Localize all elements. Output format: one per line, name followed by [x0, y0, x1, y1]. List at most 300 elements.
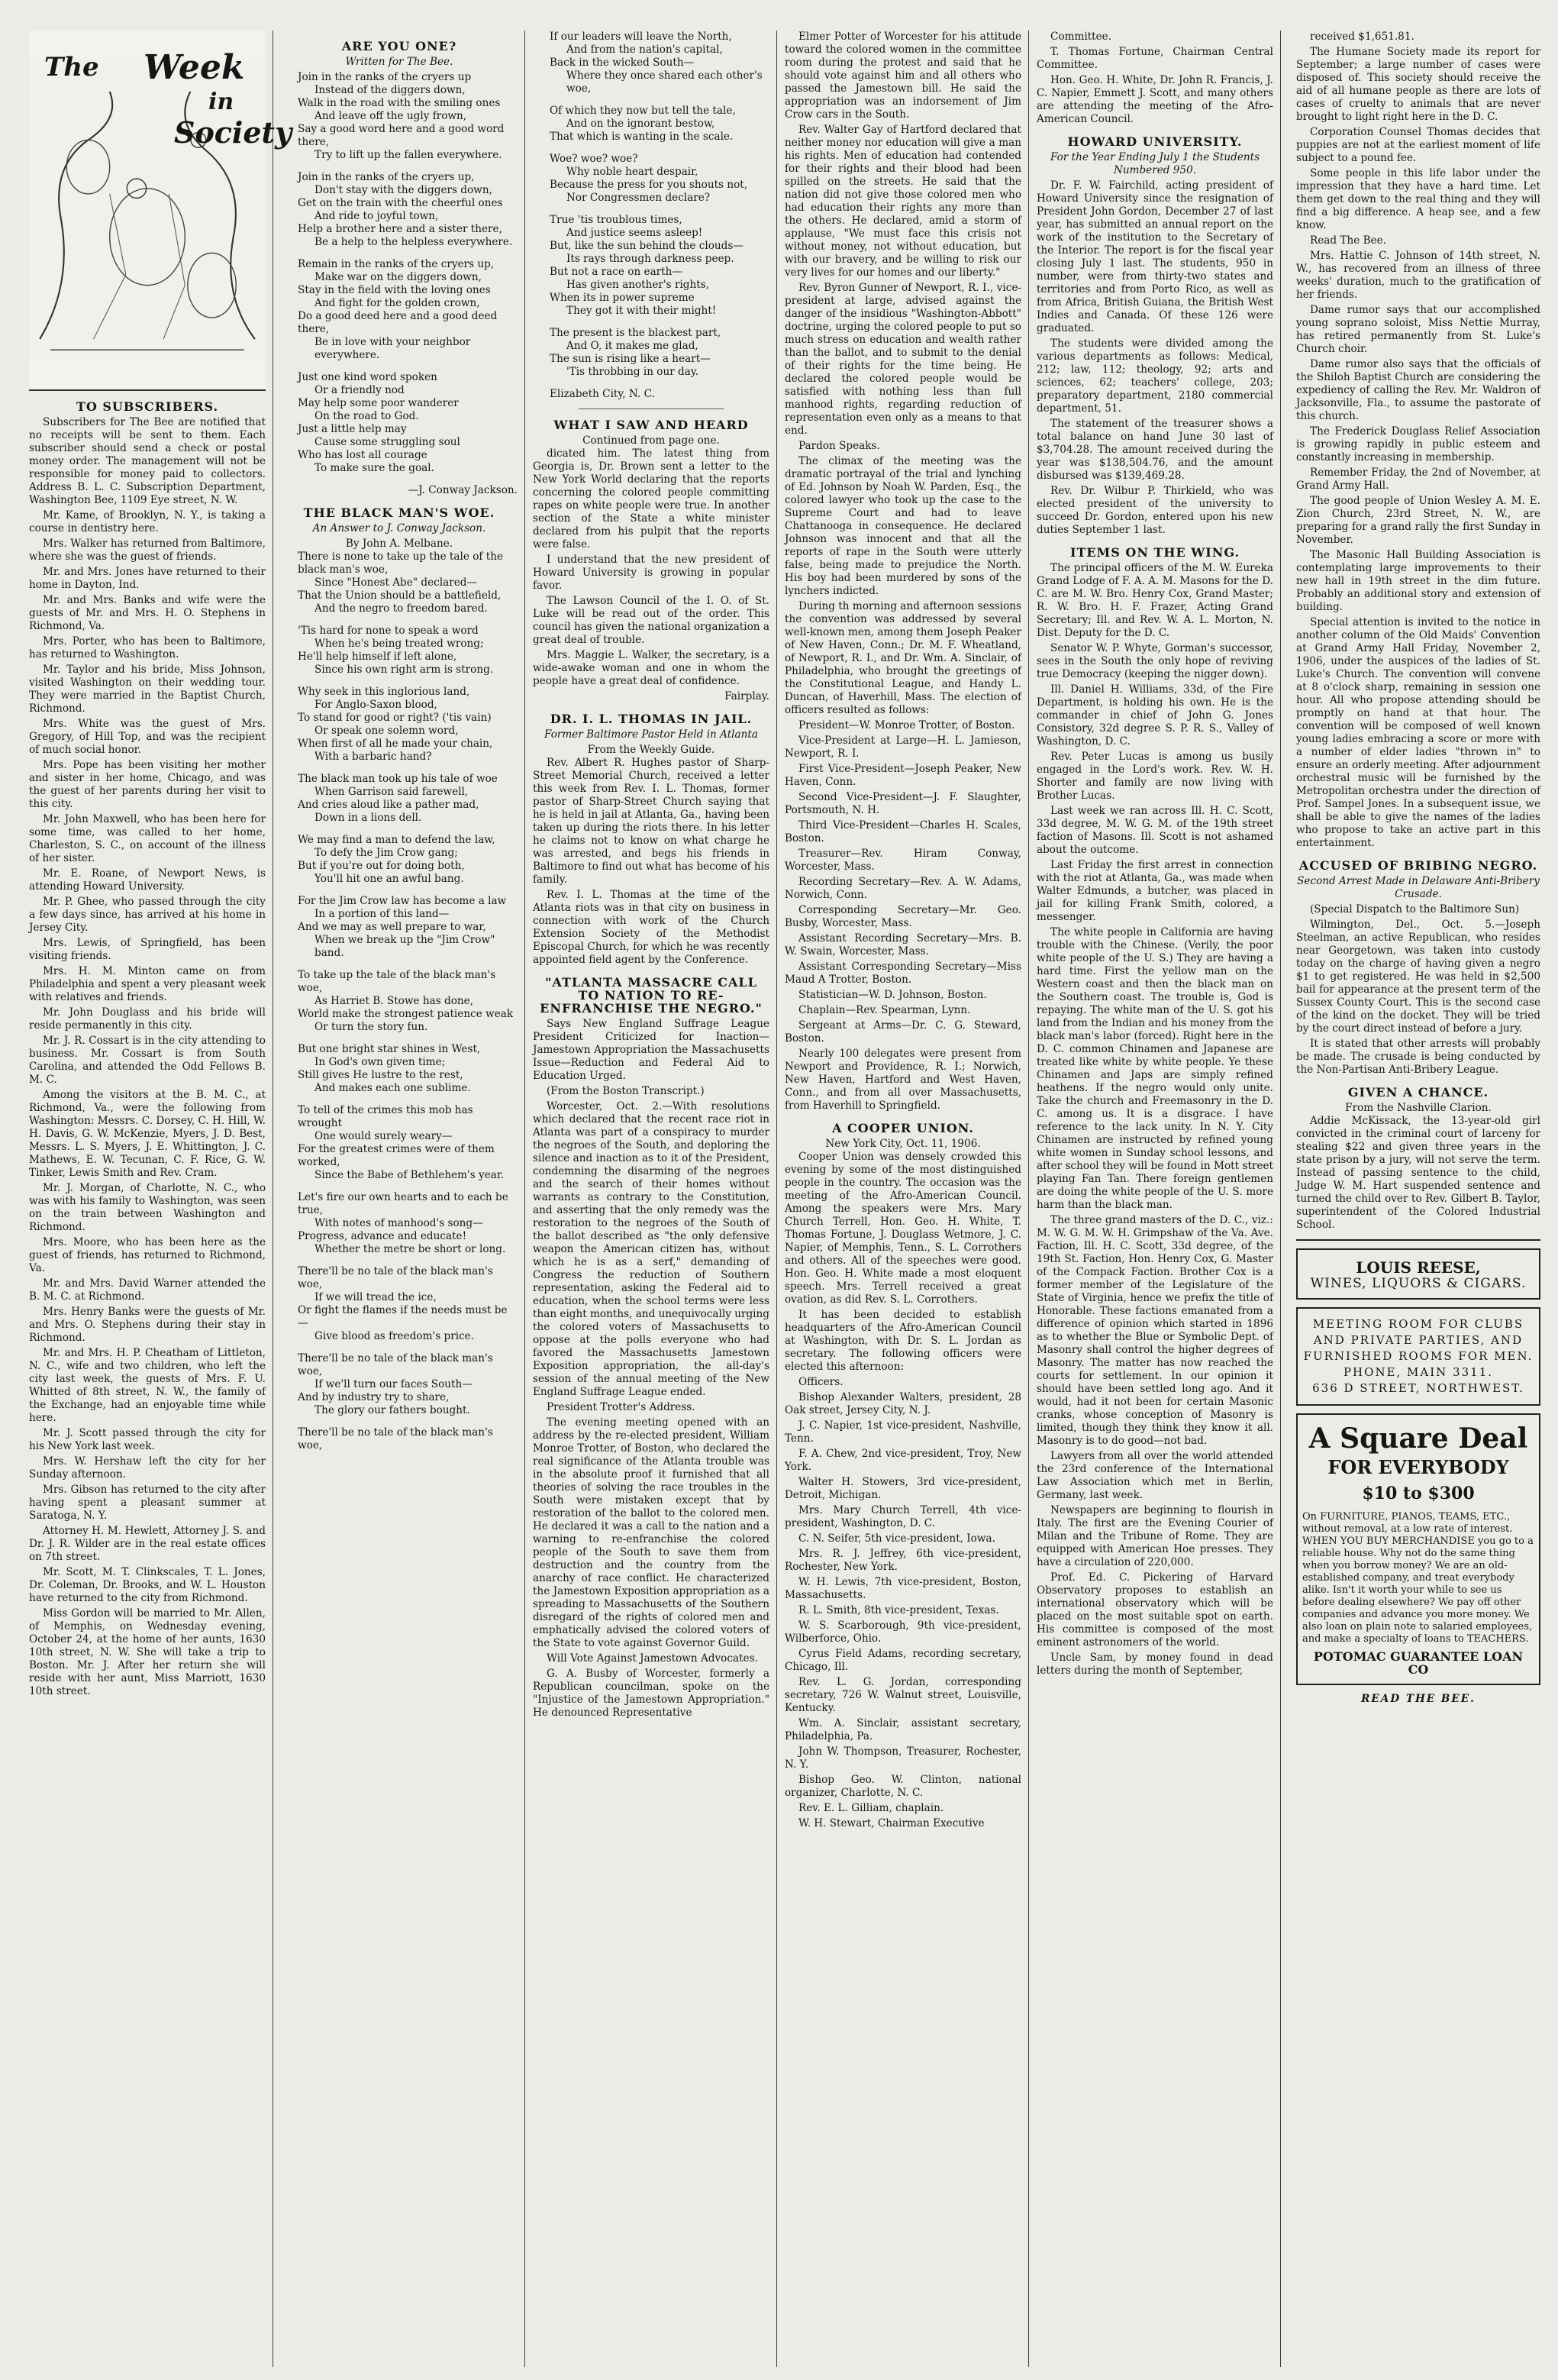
paragraph: Assistant Recording Secretary—Mrs. B. W. Swain, Worcester, Mass. [785, 932, 1021, 957]
verse-line: Join in the ranks of the cryers up [298, 71, 472, 83]
verse-line: For the greatest crimes were of them worked, [298, 1143, 495, 1168]
items-on-the-wing-body [1037, 562, 1273, 1678]
verse-line: Let's fire our own hearts and to each be true, [298, 1191, 508, 1216]
paragraph: It has been decided to establish headquarters of the Afro-American Council at Washington, with Dr. S. L. Jordan as secretary. The following officers were elected this afternoon: [785, 1309, 1021, 1373]
paragraph: C. N. Seifer, 5th vice-president, Iowa. [798, 1532, 995, 1545]
verse-line: Back in the wicked South— [550, 57, 695, 69]
verse-line: Still gives He lustre to the rest, [298, 1069, 463, 1081]
verse-line: With notes of manhood's song— [315, 1217, 483, 1229]
stanza [533, 105, 769, 144]
paragraph: John W. Thompson, Treasurer, Rochester, N. Y. [785, 1745, 1021, 1771]
society-item: Among the visitors at the B. M. C., at Richmond, Va., were the following from Washington: Messrs. C. Dorsey, C. H. Hill, W. H. Davis, G. W. McKenzie, Myers, J. D. Best, Messrs. L. S. Myers, J. E. Whittington, J. C. Mathews, E. W. Tecunan, C. F. Rice, G. W. Tinker, Lewis Smith and Rev. Cram. [29, 1089, 266, 1179]
verse-line: Make war on the diggers down, [315, 271, 482, 283]
read-the-bee: READ THE BEE. [1361, 1693, 1476, 1705]
verse-line: Cause some struggling soul [315, 436, 460, 448]
verse-line: Instead of the diggers down, [315, 84, 466, 96]
verse-line: Because the press for you shouts not, [550, 179, 748, 191]
society-item: Mrs. Porter, who has been to Baltimore, has returned to Washington. [29, 635, 266, 660]
verse-line: To tell of the crimes this mob has wrought [298, 1104, 473, 1129]
verse-line: Or speak one solemn word, [315, 725, 459, 737]
paragraph: Nearly 100 delegates were present from Newport and Providence, R. I.; Norwich, New Haven, Hartford and West Haven, Conn., and from all over Massachusetts, from Haverhill to Springfield. [785, 1048, 1021, 1112]
column-6 [1296, 31, 1540, 2367]
stanza [281, 773, 518, 825]
verse-line: Try to lift up the fallen everywhere. [315, 149, 502, 161]
paragraph: Dr. F. W. Fairchild, acting president of Howard University since the resignation of President John Gordon, December 27 of last year, has submitted an annual report on the work of the institution to the Secretary of the Interior. The report is for the fiscal year closing July 1 last. The students, 950 in number, were from thirty-two states and territories and from Porto Rico, as well as from Africa, British Guiana, the British West Indies and Canada. Of these 126 were graduated. [1037, 179, 1273, 334]
article-what-i-saw-sub: Continued from page one. [582, 434, 720, 447]
stanza [533, 153, 769, 205]
ad-deal-range: $10 to $300 [1362, 1484, 1475, 1503]
column-rule [1028, 31, 1029, 2367]
paragraph: First Vice-President—Joseph Peaker, New Haven, Conn. [785, 763, 1021, 788]
verse-line: To defy the Jim Crow gang; [315, 847, 458, 859]
column-4 [785, 31, 1021, 2367]
paragraph: J. C. Napier, 1st vice-president, Nashville, Tenn. [785, 1419, 1021, 1445]
poem-continuation [533, 31, 769, 379]
article-bribing-body [1296, 903, 1540, 1077]
masthead-illustration [29, 31, 292, 391]
society-item: Mr. J. R. Cossart is in the city attending to business. Mr. Cossart is from South Carolina, and attended the Odd Fellows B. M. C. [29, 1035, 266, 1086]
paragraph: During th morning and afternoon sessions the convention was addressed by several well-known men, among them Joseph Peaker of New Haven, Conn.; Dr. M. F. Wheatland, of Newport, R. I., and Dr. Wm. A. Sinclair, of Philadelphia, who brought the greetings of the Constitutional League, and Handy L. Duncan, of Haverhill, Mass. The election of officers resulted as follows: [785, 600, 1021, 716]
paragraph: Last week we ran across Ill. H. C. Scott, 33d degree, M. W. G. M. of the 19th street faction of Masons. Ill. Scott is not ashamed about the outcome. [1037, 805, 1273, 856]
column-rule [524, 31, 525, 2367]
verse-line: As Harriet B. Stowe has done, [315, 995, 474, 1007]
society-item: Mr. J. Scott passed through the city for his New York last week. [29, 1427, 266, 1452]
verse-line: But one bright star shines in West, [298, 1043, 481, 1055]
paragraph: Wm. A. Sinclair, assistant secretary, Philadelphia, Pa. [785, 1717, 1021, 1742]
poem-1-body [281, 71, 518, 475]
poem-1-byline: Written for The Bee. [345, 56, 453, 68]
masthead-word-in: in [208, 89, 234, 115]
stanza [281, 1265, 518, 1343]
article-bribing-sub: Second Arrest Made in Delaware Anti-Bribery Crusade. [1297, 875, 1540, 900]
paragraph: Remember Friday, the 2nd of November, at Grand Army Hall. [1296, 467, 1540, 492]
verse-line: There'll be no tale of the black man's woe, [298, 1352, 493, 1377]
masthead-word-the: The [44, 52, 99, 82]
verse-line: There'll be no tale of the black man's woe, [298, 1265, 493, 1290]
ad-meeting-text: MEETING ROOM FOR CLUBS AND PRIVATE PARTIES, AND FURNISHED ROOMS FOR MEN. PHONE, MAIN 3311. [1303, 1317, 1534, 1379]
verse-line: Has given another's rights, [566, 279, 710, 291]
article-howard-sub: For the Year Ending July 1 the Students Numbered 950. [1050, 151, 1260, 176]
verse-line: And on the ignorant bestow, [566, 118, 715, 130]
verse-line: Or fight the flames if the needs must be— [298, 1304, 508, 1329]
society-item: Mr. Scott, M. T. Clinkscales, T. L. Jones, Dr. Coleman, Dr. Brooks, and W. L. Houston have returned to the city from Richmond. [29, 1566, 266, 1604]
verse-line: One would surely weary— [315, 1130, 453, 1142]
paragraph: Third Vice-President—Charles H. Scales, Boston. [785, 819, 1021, 844]
verse-line: May help some poor wanderer [298, 397, 459, 409]
verse-line: Why noble heart despair, [566, 166, 698, 178]
paragraph: Mrs. R. J. Jeffrey, 6th vice-president, Rochester, New York. [785, 1548, 1021, 1573]
stanza [281, 895, 518, 960]
verse-line: In God's own given time; [315, 1056, 446, 1068]
poem-2-title: THE BLACK MAN'S WOE. [303, 505, 495, 520]
stanza [533, 214, 769, 318]
verse-line: Do a good deed here and a good deed there, [298, 310, 498, 335]
verse-line: Be a help to the helpless everywhere. [315, 236, 513, 248]
verse-line: Nor Congressmen declare? [566, 192, 711, 204]
subscribers-heading: TO SUBSCRIBERS. [76, 399, 219, 414]
article-howard-heading: HOWARD UNIVERSITY. [1067, 134, 1243, 149]
local-notes [1296, 31, 1540, 850]
verse-line: But not a race on earth— [550, 266, 682, 278]
verse-line: And leave off the ugly frown, [315, 110, 467, 122]
society-item: Mrs. Moore, who has been here as the guest of friends, has returned to Richmond, Va. [29, 1236, 266, 1274]
paragraph: Treasurer—Rev. Hiram Conway, Worcester, Mass. [785, 848, 1021, 873]
verse-line: But, like the sun behind the clouds— [550, 240, 744, 252]
paragraph: The good people of Union Wesley A. M. E. Zion Church, 23rd Street, N. W., are preparing for a grand rally the first Sunday in November. [1296, 495, 1540, 546]
verse-line: And justice seems asleep! [566, 227, 703, 239]
paragraph: Mrs. Maggie L. Walker, the secretary, is a wide-awake woman and one in whom the people have a great deal of confidence. [533, 649, 769, 687]
paragraph: Ill. Daniel H. Williams, 33d, of the Fire Department, is holding his own. He is the commander in chief of John G. Jones Consistory, 32d degree S. P. R. S., Valley of Washington, D. C. [1037, 683, 1273, 748]
poem-2-body [281, 551, 518, 1452]
paragraph: R. L. Smith, 8th vice-president, Texas. [798, 1604, 999, 1616]
verse-line: If our leaders will leave the North, [550, 31, 732, 43]
paragraph: The Masonic Hall Building Association is contemplating large improvements to their new hall in 19th street in the dim future. Probably an additional story and extension of building. [1296, 549, 1540, 613]
society-item: Mr. Kame, of Brooklyn, N. Y., is taking a course in dentistry here. [29, 509, 266, 534]
verse-line: On the road to God. [315, 410, 419, 422]
verse-line: And ride to joyful town, [315, 210, 439, 222]
verse-line: For the Jim Crow law has become a law [298, 895, 507, 907]
verse-line: Help a brother here and a sister there, [298, 223, 502, 235]
stanza [281, 71, 518, 162]
verse-line: When first of all he made your chain, [298, 738, 493, 750]
paragraph: F. A. Chew, 2nd vice-president, Troy, New York. [785, 1448, 1021, 1473]
verse-line: In a portion of this land— [315, 908, 450, 920]
poem-2-byline: By John A. Melbane. [345, 538, 453, 550]
paragraph: W. S. Scarborough, 9th vice-president, Wilberforce, Ohio. [785, 1619, 1021, 1645]
paragraph: Sergeant at Arms—Dr. C. G. Steward, Boston. [785, 1019, 1021, 1045]
stanza [281, 551, 518, 615]
verse-line: Say a good word here and a good word there, [298, 123, 505, 148]
verse-line: Who has lost all courage [298, 449, 427, 461]
stanza [281, 171, 518, 249]
society-item: Mrs. White was the guest of Mrs. Gregory, of Hill Top, and was the recipient of much social honor. [29, 718, 266, 756]
paragraph: Rev. Dr. Wilbur P. Thirkield, who was elected president of the university to succeed Dr. Gordon, entered upon his new duties September 1 last. [1037, 485, 1273, 536]
society-item: Mrs. Walker has returned from Baltimore, where she was the guest of friends. [29, 538, 266, 563]
paragraph: Mrs. Hattie C. Johnson of 14th street, N. W., has recovered from an illness of three weeks' duration, much to the gratification of her friends. [1296, 250, 1540, 301]
paragraph: Walter H. Stowers, 3rd vice-president, Detroit, Michigan. [785, 1476, 1021, 1501]
subscribers-notice: Subscribers for The Bee are notified that no receipts will be sent to them. Each subscriber should send a check or postal money order. The management will not be responsible for money paid to collectors. Address B. L. C. Subscription Department, Washington Bee, 1109 Eye street, N. W. [29, 416, 266, 506]
paragraph: Rev. Peter Lucas is among us busily engaged in the Lord's work. Rev. W. H. Shorter and family are now living with Brother Lucas. [1037, 751, 1273, 802]
verse-line: Stay in the field with the loving ones [298, 284, 491, 296]
column-1 [29, 31, 292, 2367]
items-on-the-wing-heading: ITEMS ON THE WING. [1069, 545, 1240, 560]
verse-line: Where they once shared each other's woe, [566, 69, 763, 95]
society-item: Mr. Taylor and his bride, Miss Johnson, visited Washington on their wedding tour. They were married in the Baptist Church, Richmond. [29, 664, 266, 715]
ad-deal-body: On FURNITURE, PIANOS, TEAMS, ETC., without removal, at a low rate of interest. WHEN YOU BUY MERCHANDISE you go to a reliable house. Why not do the same thing when you borrow money? We are an old-established company, and treat everybody alike. Isn't it worth your while to see us before dealing elsewhere? We pay off other companies and advance you more money. We also loan on plain note to salaried employees, and make a specialty of loans to TEACHERS. [1302, 1511, 1534, 1645]
verse-line: Walk in the road with the smiling ones [298, 97, 501, 109]
paragraph: received $1,651.81. [1310, 31, 1414, 43]
verse-line: And fight for the golden crown, [315, 297, 480, 309]
society-item: Mr. John Maxwell, who has been here for some time, was called to her home, Charleston, S. C., on account of the illness of her sister. [29, 813, 266, 864]
stanza [281, 625, 518, 677]
paragraph: Statistician—W. D. Johnson, Boston. [798, 989, 987, 1001]
paragraph: Pardon Speaks. [798, 440, 880, 452]
paragraph: Vice-President at Large—H. L. Jamieson, Newport, R. I. [785, 735, 1021, 760]
verse-line: Join in the ranks of the cryers up, [298, 171, 475, 183]
article-what-i-saw-heading: WHAT I SAW AND HEARD [553, 418, 749, 432]
article-chance-source: From the Nashville Clarion. [1345, 1102, 1492, 1114]
verse-line: And we may as well prepare to war, [298, 921, 486, 933]
verse-line: You'll hit one an awful bang. [315, 873, 464, 885]
stanza [281, 834, 518, 886]
poem-1-signature: —J. Conway Jackson. [408, 484, 518, 496]
poem-1-title: ARE YOU ONE? [341, 39, 457, 53]
article-cooper-union-dateline: New York City, Oct. 11, 1906. [825, 1138, 981, 1150]
ad-reese-goods: WINES, LIQUORS & CIGARS. [1310, 1276, 1527, 1291]
article-thomas-source: From the Weekly Guide. [587, 744, 715, 756]
verse-line: Of which they now but tell the tale, [550, 105, 736, 117]
verse-line: There'll be no tale of the black man's woe, [298, 1426, 493, 1452]
paragraph: Read The Bee. [1310, 234, 1386, 247]
verse-line: When Garrison said farewell, [315, 786, 469, 798]
article-bribing-heading: ACCUSED OF BRIBING NEGRO. [1298, 858, 1538, 873]
paragraph: Rev. Walter Gay of Hartford declared that neither money nor education will give a man his rights. Men of education had contended for their rights and their blood had been spilled on the streets. He said that the nation did not give those colored men who had education their rights any more than the others. He declared, amid a storm of applause, "We must face this crisis not without money, not without education, but with our bravery, and be willing to risk our very lives for our homes and our liberty." [785, 124, 1021, 279]
society-item: Mrs. Gibson has returned to the city after having spent a pleasant summer at Saratoga, N. Y. [29, 1484, 266, 1522]
paragraph: Second Vice-President—J. F. Slaughter, Portsmouth, N. H. [785, 791, 1021, 816]
society-item: Mr. and Mrs. H. P. Cheatham of Littleton, N. C., wife and two children, who left the city last week, the guests of Mrs. F. U. Whitted of 8th street, N. W., the family of the Exchange, had an enjoyable time while here. [29, 1347, 266, 1424]
verse-line: That which is wanting in the scale. [550, 131, 734, 143]
paragraph: The climax of the meeting was the dramatic portrayal of the trial and lynching of Ed. Johnson by Noah W. Parden, Esq., the colored lawyer who took up the case to the Supreme Court and had to leave Chattanooga in consequence. He declared Johnson was innocent and that all the reports of rape in the South were utterly false, being made to prejudice the North. His boy had been murdered by sons of the lynchers indicted. [785, 455, 1021, 597]
verse-line: But if you're out for doing both, [298, 860, 465, 872]
society-item: Mrs. W. Hershaw left the city for her Sunday afternoon. [29, 1455, 266, 1481]
verse-line: And cries aloud like a pather mad, [298, 799, 479, 811]
verse-line: We may find a man to defend the law, [298, 834, 495, 846]
verse-line: He'll help himself if left alone, [298, 651, 457, 663]
paragraph: Rev. Byron Gunner of Newport, R. I., vice-president at large, advised against the danger of the insidious "Washington-Abbott" doctrine, urging the colored people to put so much stress on education and wealth rather than the ballot, and to submit to the denial of their rights for the time being. He declared the colored people would be satisfied with nothing less than full manhood rights, regarding reduction of representation even only as a means to that end. [785, 282, 1021, 437]
paragraph: Cyrus Field Adams, recording secretary, Chicago, Ill. [785, 1648, 1021, 1673]
verse-line: For Anglo-Saxon blood, [315, 699, 437, 711]
paragraph: President—W. Monroe Trotter, of Boston. [798, 719, 1015, 731]
masthead-word-week: Week [144, 48, 245, 87]
ad-deal-headline: A Square Deal [1308, 1423, 1528, 1455]
verse-line: Down in a lions dell. [315, 812, 422, 824]
verse-line: Whether the metre be short or long. [315, 1243, 506, 1255]
ad-meeting-address: 636 D STREET, NORTHWEST. [1312, 1381, 1524, 1395]
stanza [281, 1426, 518, 1452]
paragraph: The three grand masters of the D. C., viz.: M. W. G. M. W. H. Grimpshaw of the Va. Ave. Faction, Ill. H. C. Scott, 33d degree, of the 19th St. Faction, Hon. Henry Cox, G. Master of the Compack Faction. Brother Cox is a former member of the Legislature of the State of Virginia, hence we prefix the title of Honorable. These factions emanated from a difference of opinion which started in 1896 as to whether the Blue or Symbolic Dept. of Masonry shall control the higher degrees of Masonry. The matter has now reached the courts for settlement. In our opinion it should have been settled long ago. And it would, had it not been for certain Masonic cranks, whose conception of Masonry is limited, though they think they know it all. Masonry is to do good—not bad. [1037, 1214, 1273, 1447]
verse-line: World make the strongest patience weak [298, 1008, 514, 1020]
verse-line: That the Union should be a battlefield, [298, 589, 502, 602]
verse-line: With a barbaric hand? [315, 751, 432, 763]
stanza [281, 686, 518, 764]
society-item: Miss Gordon will be married to Mr. Allen, of Memphis, on Wednesday evening, October 24, at the home of her aunts, 1630 10th street, N. W. She will take a trip to Boston. Mr. J. After her return she will reside with her aunt, Miss Marriott, 1630 10th street. [29, 1607, 266, 1697]
ad-deal-sub: FOR EVERYBODY [1327, 1456, 1509, 1478]
verse-line: When its in power supreme [550, 292, 695, 304]
verse-line: True 'tis troublous times, [550, 214, 682, 226]
verse-line: Give blood as freedom's price. [315, 1330, 475, 1342]
verse-line: Or a friendly nod [315, 384, 405, 396]
paragraph: Will Vote Against Jamestown Advocates. [547, 1652, 758, 1665]
paragraph: Mrs. Mary Church Terrell, 4th vice-president, Washington, D. C. [785, 1504, 1021, 1529]
paragraph: Rev. Albert R. Hughes pastor of Sharp-Street Memorial Church, received a letter this week from Rev. I. L. Thomas, former pastor of Sharp-Street Church saying that he is held in jail at Atlanta, Ga., having been taken up during the riots there. In his letter he claims not to know on what charge he was arrested, and begs his friends in Baltimore to find out what has become of his family. [533, 757, 769, 886]
council-committee-continued [1037, 31, 1273, 126]
paragraph: (Special Dispatch to the Baltimore Sun) [1310, 903, 1520, 916]
paragraph: Rev. L. G. Jordan, corresponding secretary, 726 W. Walnut street, Louisville, Kentucky. [785, 1676, 1021, 1714]
society-item: Mr. P. Ghee, who passed through the city a few days since, has arrived at his home in Jersey City. [29, 896, 266, 934]
verse-line: Progress, advance and educate! [298, 1230, 467, 1242]
paragraph: Rev. E. L. Gilliam, chaplain. [798, 1802, 944, 1814]
stanza [533, 31, 769, 95]
verse-line: To take up the tale of the black man's woe, [298, 969, 496, 994]
society-item: Mrs. Lewis, of Springfield, has been visiting friends. [29, 937, 266, 962]
verse-line: And the negro to freedom bared. [315, 602, 488, 615]
society-item: Mr. and Mrs. David Warner attended the B. M. C. at Richmond. [29, 1277, 266, 1303]
paragraph: T. Thomas Fortune, Chairman Central Committee. [1037, 46, 1273, 71]
verse-line: Why seek in this inglorious land, [298, 686, 470, 698]
paragraph: (From the Boston Transcript.) [547, 1085, 705, 1097]
paragraph: Committee. [1050, 31, 1112, 43]
society-item: Mr. John Douglass and his bride will reside permanently in this city. [29, 1006, 266, 1032]
ad-louis-reese [1296, 1248, 1540, 1300]
society-item: Mr. E. Roane, of Newport News, is attending Howard University. [29, 867, 266, 893]
society-item: Mrs. H. M. Minton came on from Philadelphia and spent a very pleasant week with relatives and friends. [29, 965, 266, 1003]
verse-line: To make sure the goal. [315, 462, 434, 474]
ad-square-deal [1296, 1413, 1540, 1685]
paragraph: G. A. Busby of Worcester, formerly a Republican councilman, spoke on the "Injustice of the Jamestown Appropriation." He denounced Representative [533, 1668, 769, 1719]
verse-line: Since the Babe of Bethlehem's year. [315, 1169, 505, 1181]
society-item: Mrs. Pope has been visiting her mother and sister in her home, Chicago, and was the guest of her parents during her visit to this city. [29, 759, 266, 810]
ad-deal-company: POTOMAC GUARANTEE LOAN CO [1313, 1649, 1524, 1677]
divider [1296, 1239, 1540, 1241]
stanza [533, 327, 769, 379]
verse-line: Just a little help may [298, 423, 407, 435]
article-what-i-saw-signature: Fairplay. [724, 690, 769, 702]
society-item: Mrs. Henry Banks were the guests of Mr. and Mrs. O. Stephens during their stay in Richmond. [29, 1306, 266, 1344]
paragraph: Dame rumor says that our accomplished young soprano soloist, Miss Nettie Murray, has retired permanently from St. Luke's Church choir. [1296, 304, 1540, 355]
paragraph: Last Friday the first arrest in connection with the riot at Atlanta, Ga., was made when Walter Edmunds, a butcher, was placed in jail for killing Frank Smith, colored, a messenger. [1037, 859, 1273, 923]
verse-line: Get on the train with the cheerful ones [298, 197, 503, 209]
verse-line: If we'll turn our faces South— [315, 1378, 473, 1390]
paragraph: Assistant Corresponding Secretary—Miss Maud A Trotter, Boston. [785, 961, 1021, 986]
paragraph: Hon. Geo. H. White, Dr. John R. Francis, J. C. Napier, Emmett J. Scott, and many others are attending the meeting of the Afro-American Council. [1037, 74, 1273, 125]
column-2 [281, 31, 518, 2367]
verse-line: Just one kind word spoken [298, 371, 437, 383]
verse-line: There is none to take up the tale of the black man's woe, [298, 551, 504, 576]
society-item: Mr. J. Morgan, of Charlotte, N. C., who was with his family to Washington, was seen on the train between Washington and Richmond. [29, 1182, 266, 1233]
stanza [281, 1352, 518, 1417]
verse-line: And makes each one sublime. [315, 1082, 471, 1094]
verse-line: To stand for good or right? ('tis vain) [298, 712, 492, 724]
suffrage-league-continued [785, 31, 1021, 1112]
paragraph: Special attention is invited to the notice in another column of the Old Maids' Convention at Grand Army Hall Friday, November 2, 1906, under the auspices of the ladies of St. Luke's Church. The convention will convene at 8 o'clock sharp, remaining in session one hour. All who propose attending should be promptly on hand at that hour. The convention will be composed of well known young ladies embracing a score or more with a number of elder ladies "thrown in" to ensure an orderly meeting. After adjournment orchestral music will be furnished by the Metropolitan orchestra under the direction of Prof. Sampel Jones. In a subsequent issue, we shall be able to give the names of the ladies who propose to take an active part in this entertainment. [1296, 616, 1540, 849]
article-thomas-body [533, 757, 769, 967]
verse-line: And O, it makes me glad, [566, 340, 698, 352]
paragraph: The Lawson Council of the I. O. of St. Luke will be read out of the order. This council has given the national organization a great deal of trouble. [533, 595, 769, 646]
verse-line: Since his own right arm is strong. [315, 664, 494, 676]
stanza [281, 1104, 518, 1182]
paragraph: Bishop Alexander Walters, president, 28 Oak street, Jersey City, N. J. [785, 1391, 1021, 1416]
paragraph: dicated him. The latest thing from Georgia is, Dr. Brown sent a letter to the New York World declaring that the reports concerning the colored people committing rapes on white people were true. In another section of the State a white minister declared from his pulpit that the reports were false. [533, 447, 769, 551]
paragraph: The statement of the treasurer shows a total balance on hand June 30 last of $3,704.28. The amount received during the year was $138,504.76, and the amount disbursed was $139,469.28. [1037, 418, 1273, 482]
paragraph: The white people in California are having trouble with the Chinese. (Verily, the poor white people of the U. S.) They are having a hard time. First the yellow man on the Western coast and then the black man on the Southern coast. The trouble is, God is repaying. The white man of the U. S. got his land from the Indian and his money from the black man's labor (forced). Right here in the D. C. common Chinamen and Japanese are treated like white by white people. Ye these Chinamen and Japs are simply refined heathens. If the negro would only unite. Take the church and Freemasonry in the D. C. among us. It is a disgrace. I have reference to the lack unity. In N. Y. City Chinamen are instructed by refined young white women in Sunday school lessons, and after school they will be found in Mott street playing Fan Tan. There foreign gentlemen are doing the white people of the U. S. more harm than the black man. [1037, 926, 1273, 1211]
paragraph: Chaplain—Rev. Spearman, Lynn. [798, 1004, 971, 1016]
verse-line: Its rays through darkness peep. [566, 253, 734, 265]
society-items [29, 509, 266, 1698]
paragraph: The principal officers of the M. W. Eureka Grand Lodge of F. A. A. M. Masons for the D. C. are M. W. Bro. Henry Cox, Grand Master; R. W. Bro. H. F. Frazer, Acting Grand Secretary; Ill. and Rev. W. A. L. Morton, N. Dist. Deputy for the D. C. [1037, 562, 1273, 639]
paragraph: Prof. Ed. C. Pickering of Harvard Observatory proposes to establish an international observatory which will be placed on the most suitable spot on earth. His committee is composed of the most eminent astronomers of the world. [1037, 1571, 1273, 1649]
ad-meeting-room [1296, 1307, 1540, 1406]
paragraph: Corresponding Secretary—Mr. Geo. Busby, Worcester, Mass. [785, 904, 1021, 929]
verse-line: And by industry try to share, [298, 1391, 450, 1403]
verse-line: When we break up the "Jim Crow" band. [315, 934, 495, 959]
society-item: Mr. and Mrs. Banks and wife were the guests of Mr. and Mrs. H. O. Stephens in Richmond, Va. [29, 594, 266, 632]
column-3 [533, 31, 769, 2367]
verse-line: Woe? woe? woe? [550, 153, 638, 165]
society-item: Attorney H. M. Hewlett, Attorney J. S. and Dr. J. R. Wilder are in the real estate offices on 7th street. [29, 1525, 266, 1563]
paragraph: Some people in this life labor under the impression that they have a hard time. Let them get down to the real thing and they will find a big difference. A heap see, and a few know. [1296, 167, 1540, 231]
paragraph: Elmer Potter of Worcester for his attitude toward the colored women in the committee room during the protest and said that he should vote against him and all others who passed the Jamestown bill. He said the appropriation was an indorsement of Jim Crow cars in the South. [785, 31, 1021, 121]
article-chance-heading: GIVEN A CHANCE. [1347, 1085, 1489, 1100]
paragraph: Says New England Suffrage League President Criticized for Inaction—Jamestown Appropriation the Massachusetts Issue—Reduction and Federal Aid to Education Urged. [533, 1018, 769, 1082]
column-rule [776, 31, 777, 2367]
article-what-i-saw-body [533, 447, 769, 688]
paragraph: The Humane Society made its report for September; a large number of cases were disposed of. This society should receive the aid of all humane people as there are lots of cases of cruelty to animals that are never brought to light right here in the D. C. [1296, 46, 1540, 123]
column-5 [1037, 31, 1273, 2367]
paragraph: Rev. I. L. Thomas at the time of the Atlanta riots was in that city on business in connection with work of the Church Extension Society of the Methodist Episcopal Church, for which he was recently appointed field agent by the Conference. [533, 889, 769, 966]
verse-line: They got it with their might! [566, 305, 717, 317]
stanza [281, 371, 518, 475]
verse-line: The sun is rising like a heart— [550, 353, 711, 365]
verse-line: Or turn the story fun. [315, 1021, 428, 1033]
column-rule [1280, 31, 1281, 2367]
poem-signature: Elizabeth City, N. C. [550, 388, 655, 400]
verse-line: Be in love with your neighbor everywhere. [315, 336, 471, 361]
paragraph: Cooper Union was densely crowded this evening by some of the most distinguished people in the country. The occasion was the meeting of the Afro-American Council. Among the speakers were Mrs. Mary Church Terrell, Hon. Geo. H. White, T. Thomas Fortune, J. Douglass Wetmore, J. C. Napier, of Memphis, Tenn., S. L. Corrothers and others. All of the speeches were good. Hon. Geo. H. White made a most eloquent speech. Mrs. Terrell received a great ovation, as did Rev. S. L. Corrothers. [785, 1151, 1021, 1306]
paragraph: The Frederick Douglass Relief Association is growing rapidly in public esteem and constantly increasing in membership. [1296, 425, 1540, 463]
paragraph: Wilmington, Del., Oct. 5.—Joseph Steelman, an active Republican, who resides near Georgetown, was taken into custody today on the charge of having given a negro $1 to get registered. He was held in $2,500 bail for appearance at the present term of the Sussex County Court. This is the second case of the kind on the docket. They will be tried by the court direct instead of before a jury. [1296, 919, 1540, 1035]
paragraph: Officers. [798, 1376, 844, 1388]
article-thomas-sub: Former Baltimore Pastor Held in Atlanta [544, 728, 758, 741]
verse-line: The present is the blackest part, [550, 327, 721, 339]
paragraph: Corporation Counsel Thomas decides that puppies are not at the earliest moment of life subject to a pound fee. [1296, 126, 1540, 164]
paragraph: Worcester, Oct. 2.—With resolutions which declared that the recent race riot in Atlanta was part of a conspiracy to murder the negroes of the South, and deploring the silence and inaction as to it of the President, condemning the disarming of the negroes and the search of their homes without warrants as contrary to the Constitution, and asserting that the only remedy was the restoration to the negroes of the South of the ballot described as "the only defensive weapon the American citizen has, without which he is as a serf," demanding of Congress the reduction of Southern representation, asking the Federal aid to education, when the school terms were less than eight months, and unequivocally urging the colored voters of Massachusetts to oppose at the polls everyone who had favored the Massachusetts Jamestown Exposition appropriation, the all-day's session of the annual meeting of the New England Suffrage League ended. [533, 1100, 769, 1398]
article-atlanta-body [533, 1018, 769, 1720]
article-cooper-union-body [785, 1151, 1021, 1830]
verse-line: Since "Honest Abe" declared— [315, 576, 478, 589]
verse-line: Don't stay with the diggers down, [315, 184, 492, 196]
paragraph: Lawyers from all over the world attended the 23rd conference of the International Law Association which met in Berlin, Germany, last week. [1037, 1450, 1273, 1501]
article-chance-body: Addie McKissack, the 13-year-old girl convicted in the criminal court of larceny for stealing $22 and given three years in the state prison by a jury, will not serve the term. Instead of passing sentence to the child, Judge W. M. Hart suspended sentence and turned the child over to Rev. Gilbert B. Taylor, superintendent of the Colored Industrial School. [1296, 1115, 1540, 1231]
paragraph: W. H. Stewart, Chairman Executive [798, 1817, 985, 1829]
paragraph: Newspapers are beginning to flourish in Italy. The first are the Evening Courier of Milan and the Tribune of Rome. They are equipped with American Hoe presses. They have a circulation of 220,000. [1037, 1504, 1273, 1568]
verse-line: And from the nation's capital, [566, 44, 723, 56]
paragraph: Bishop Geo. W. Clinton, national organizer, Charlotte, N. C. [785, 1774, 1021, 1799]
verse-line: The glory our fathers bought. [315, 1404, 470, 1416]
paragraph: The evening meeting opened with an address by the re-elected president, William Monroe Trotter, of Boston, who declared the real significance of the Atlanta trouble was in the absolute proof it furnished that all theories of solving the race troubles in the South were mistaken except that by restoration of the ballot to the colored men. He declared it was a call to the nation and a warning to re-enfranchise the colored people of the South to save them from destruction and the country from the anarchy of race conflict. He characterized the Jamestown Exposition appropriation as a spreading to Massachusetts of the Southern disregard of the rights of colored men and emphatically advised the colored voters of the State to vote against Governor Guild. [533, 1416, 769, 1649]
masthead-word-society: Society [174, 115, 292, 150]
verse-line: If we will tread the ice, [315, 1291, 437, 1303]
stanza [281, 1191, 518, 1256]
paragraph: Dame rumor also says that the officials of the Shiloh Baptist Church are considering the expediency of calling the Rev. Mr. Waldron of Jacksonville, Fla., to assume the pastorate of this church. [1296, 358, 1540, 422]
article-atlanta-heading: "ATLANTA MASSACRE CALL TO NATION TO RE-ENFRANCHISE THE NEGRO." [540, 975, 763, 1016]
stanza [281, 258, 518, 362]
verse-line: The black man took up his tale of woe [298, 773, 498, 785]
ad-reese-name: LOUIS REESE, [1356, 1258, 1481, 1277]
article-cooper-union-heading: A COOPER UNION. [832, 1121, 974, 1135]
article-thomas-heading: DR. I. L. THOMAS IN JAIL. [550, 712, 753, 726]
verse-line: When he's being treated wrong; [315, 638, 484, 650]
paragraph: Recording Secretary—Rev. A. W. Adams, Norwich, Conn. [785, 876, 1021, 901]
poem-2-subtitle: An Answer to J. Conway Jackson. [312, 522, 486, 534]
paragraph: W. H. Lewis, 7th vice-president, Boston, Massachusetts. [785, 1576, 1021, 1601]
paragraph: The students were divided among the various departments as follows: Medical, 212; law, 112; theology, 92; arts and sciences, 62; teachers' college, 203; preparatory department, 2180 commercial department, 51. [1037, 337, 1273, 415]
verse-line: 'Tis throbbing in our day. [566, 366, 699, 378]
society-item: Mr. and Mrs. Jones have returned to their home in Dayton, Ind. [29, 566, 266, 591]
verse-line: 'Tis hard for none to speak a word [298, 625, 479, 637]
verse-line: Remain in the ranks of the cryers up, [298, 258, 495, 270]
paragraph: President Trotter's Address. [547, 1401, 695, 1413]
paragraph: Uncle Sam, by money found in dead letters during the month of September, [1037, 1652, 1273, 1677]
